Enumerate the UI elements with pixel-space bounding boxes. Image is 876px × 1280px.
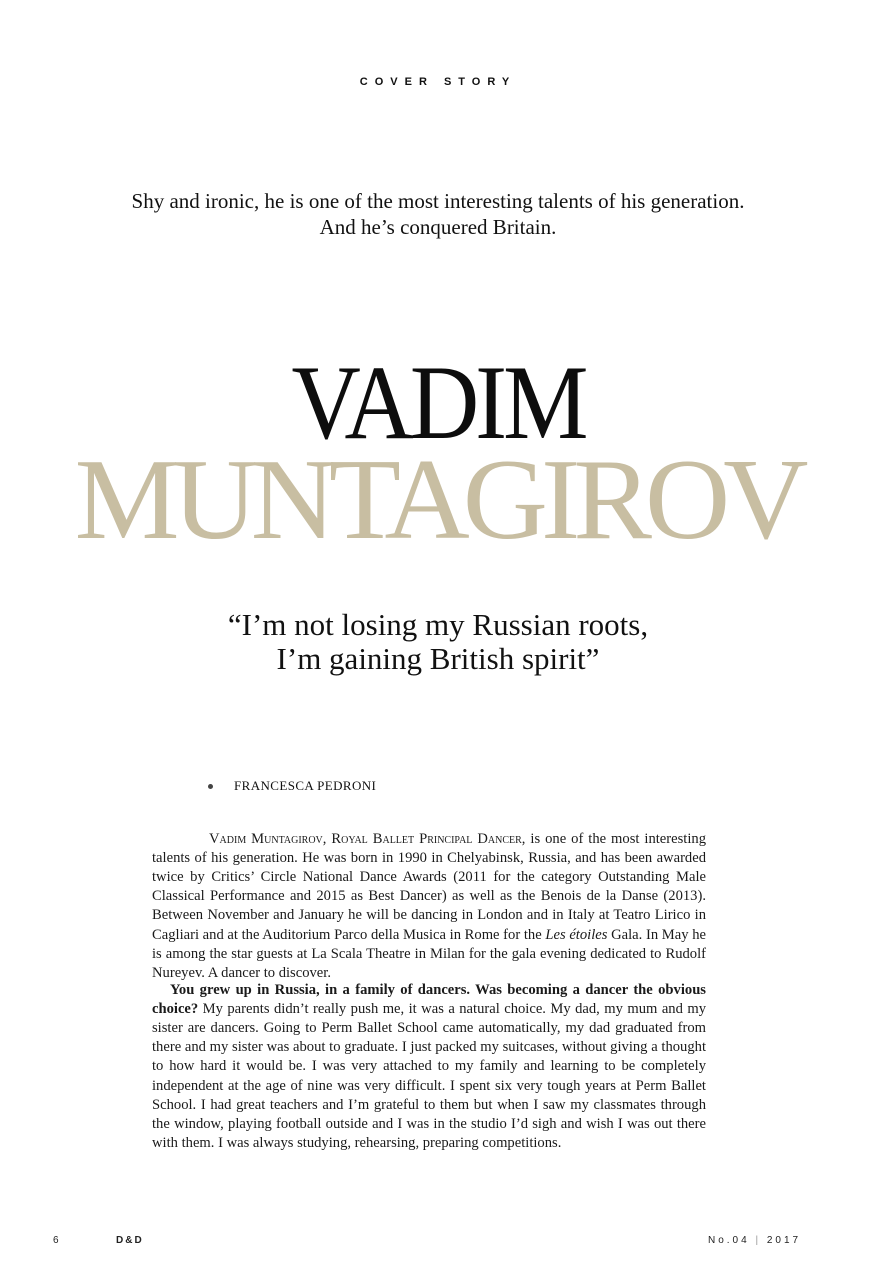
intro-text-end: Gala. In May he is among the star guests at La Scala Theatre in Milan for the gala evening dedicated to Rudolf Nureyev. A dancer to discover. (152, 926, 706, 982)
magazine-name: D&D (116, 1235, 144, 1246)
subheadline (88, 188, 788, 240)
section-label: COVER STORY (359, 76, 517, 88)
issue-year: 2017 (766, 1235, 802, 1246)
pull-quote-line-2: I’m gaining British spirit” (276, 641, 600, 676)
intro-text: is one of the most interesting talents of his generation. He was born in 1990 in Chelyabinsk, Russia, and has been awarded twice by Critics’ Circle National Dance Awards (2011 for the category Outstanding Male Classical Performance and 2015 as Best Dancer) as well as the Benois de la Danse (2013). Between November and January he will be dancing in London and in Italy at Teatro Lirico in Cagliari and at the Auditorium Parco della Musica in Rome for the (152, 830, 706, 943)
qa-paragraph (152, 981, 706, 1154)
qa-question: You grew up in Russia, in a family of dancers. Was becoming a dancer the obvious choice? (152, 981, 706, 1017)
pull-quote-line-1: “I’m not losing my Russian roots, (227, 607, 649, 642)
title-last-name: MUNTAGIROV (74, 435, 802, 564)
intro-paragraph (152, 830, 706, 984)
page-number: 6 (53, 1235, 59, 1246)
bullet-icon (208, 784, 213, 789)
author-name: FRANCESCA PEDRONI (234, 778, 377, 793)
issue-info (708, 1235, 801, 1246)
issue-separator: | (755, 1235, 762, 1246)
subheadline-line-2: And he’s conquered Britain. (319, 215, 557, 239)
issue-number: No.04 (708, 1235, 750, 1246)
intro-italic-title: Les étoiles (545, 926, 608, 943)
qa-answer: My parents didn’t really push me, it was a natural choice. My dad, my mum and my sister are dancers. Going to Perm Ballet School came automatically, my dad graduated from there and my sister was about to graduate. I just packed my suitcases, without giving a thought to how hard it would be. I was very attached to my family and learning to be completely independent at the age of nine was very difficult. I spent six very tough years at Perm Ballet School. I had great teachers and I’m grateful to them but when I saw my classmates through the window, playing football outside and I was in the studio I’d sigh and wish I was out there with them. I was always studying, rehearsing, preparing competitions. (152, 1000, 706, 1152)
subheadline-line-1: Shy and ironic, he is one of the most interesting talents of his generation. (131, 189, 745, 213)
pull-quote (150, 608, 726, 676)
title-first-name: VADIM (291, 343, 585, 462)
intro-lead: Vadim Muntagirov, Royal Ballet Principal Dancer, (209, 830, 526, 847)
byline (208, 778, 376, 794)
